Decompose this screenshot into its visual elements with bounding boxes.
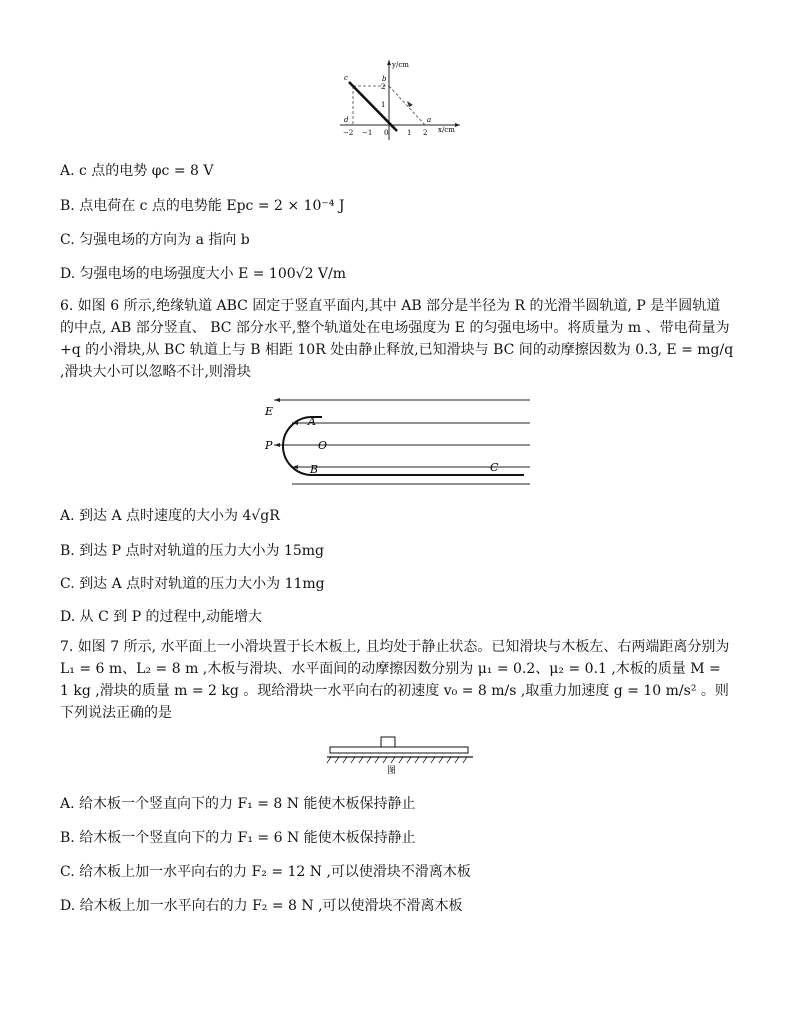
line-ba <box>389 86 425 125</box>
label-b: B <box>310 463 319 476</box>
line-c-origin <box>349 82 397 131</box>
q6-option-b: B. 到达 P 点时对轨道的压力大小为 15mg <box>60 543 325 559</box>
q7-option-c: C. 给木板上加一水平向右的力 F₂ = 12 N ,可以使滑块不滑离木板 <box>60 864 471 880</box>
tick-x-2: 2 <box>423 129 428 137</box>
q6-option-c: C. 到达 A 点时对轨道的压力大小为 11mg <box>60 576 325 592</box>
q6-stem: 6. 如图 6 所示,绝缘轨道 ABC 固定于竖直平面内,其中 AB 部分是半径为 R 的光滑半圆轨道, P 是半圆轨道的中点, AB 部分竖直、 BC 部分水平,整个轨道处在电场强度为 E 的匀强电场中。将质量为 m 、带电荷量为 +q 的小滑块,从 BC 轨道上与 B 相距 10R 处由静止释放,已知滑块与 BC 间的动摩擦因数为 0.3, E = mg/q ,滑块大小可以忽略不计,则滑块 <box>60 298 734 380</box>
point-d-label: d <box>344 116 349 124</box>
tick-x-1: 1 <box>407 129 412 137</box>
point-b-label: b <box>382 75 387 83</box>
q7-option-a: A. 给木板一个竖直向下的力 F₁ = 8 N 能使木板保持静止 <box>60 796 416 812</box>
label-a: A <box>308 415 316 428</box>
q7-option-b: B. 给木板一个竖直向下的力 F₁ = 6 N 能使木板保持静止 <box>60 830 416 846</box>
tick-y-1: 1 <box>381 101 386 109</box>
tick-x-0: 0 <box>384 129 389 137</box>
label-e: E <box>265 405 274 418</box>
q5-option-a: A. c 点的电势 φc = 8 V <box>60 163 214 179</box>
q6-option-d: D. 从 C 到 P 的过程中,动能增大 <box>60 609 263 625</box>
slider-block <box>381 737 395 747</box>
q5-figure <box>335 55 465 145</box>
tick-x-neg2: −2 <box>343 129 354 137</box>
label-p: P <box>265 439 273 452</box>
label-c: C <box>490 461 499 474</box>
tick-y-2: 2 <box>381 83 386 91</box>
q7-figure <box>325 735 475 777</box>
tick-x-neg1: −1 <box>362 129 373 137</box>
q6-option-a: A. 到达 A 点时速度的大小为 4√gR <box>60 508 280 524</box>
x-axis-label: x/cm <box>438 126 455 134</box>
figure-caption: 图 <box>387 766 397 776</box>
point-a-label: a <box>427 116 432 124</box>
long-board <box>330 747 468 753</box>
y-axis-label: y/cm <box>392 61 409 69</box>
q7-stem: 7. 如图 7 所示, 水平面上一小滑块置于长木板上, 且均处于静止状态。已知滑块与木板左、右两端距离分别为 L₁ = 6 m、L₂ = 8 m ,木板与滑块、水平面间的动摩擦因数分别为 μ₁ = 0.2、μ₂ = 0.1 ,木板的质量 M = 1 kg ,滑块的质量 m = 2 kg 。现给滑块一水平向右的初速度 v₀ = 8 m/s ,取重力加速度 g = 10 m/s² 。则下列说法正确的是 <box>60 639 730 721</box>
q7-option-d: D. 给木板上加一水平向右的力 F₂ = 8 N ,可以使滑块不滑离木板 <box>60 898 463 914</box>
label-o: O <box>318 439 328 452</box>
q6-figure <box>262 395 537 490</box>
point-c-label: c <box>344 74 348 82</box>
q5-option-d: D. 匀强电场的电场强度大小 E = 100√2 V/m <box>60 266 347 282</box>
q5-option-b: B. 点电荷在 c 点的电势能 Epc = 2 × 10⁻⁴ J <box>60 198 345 214</box>
q5-option-c: C. 匀强电场的方向为 a 指向 b <box>60 232 250 248</box>
